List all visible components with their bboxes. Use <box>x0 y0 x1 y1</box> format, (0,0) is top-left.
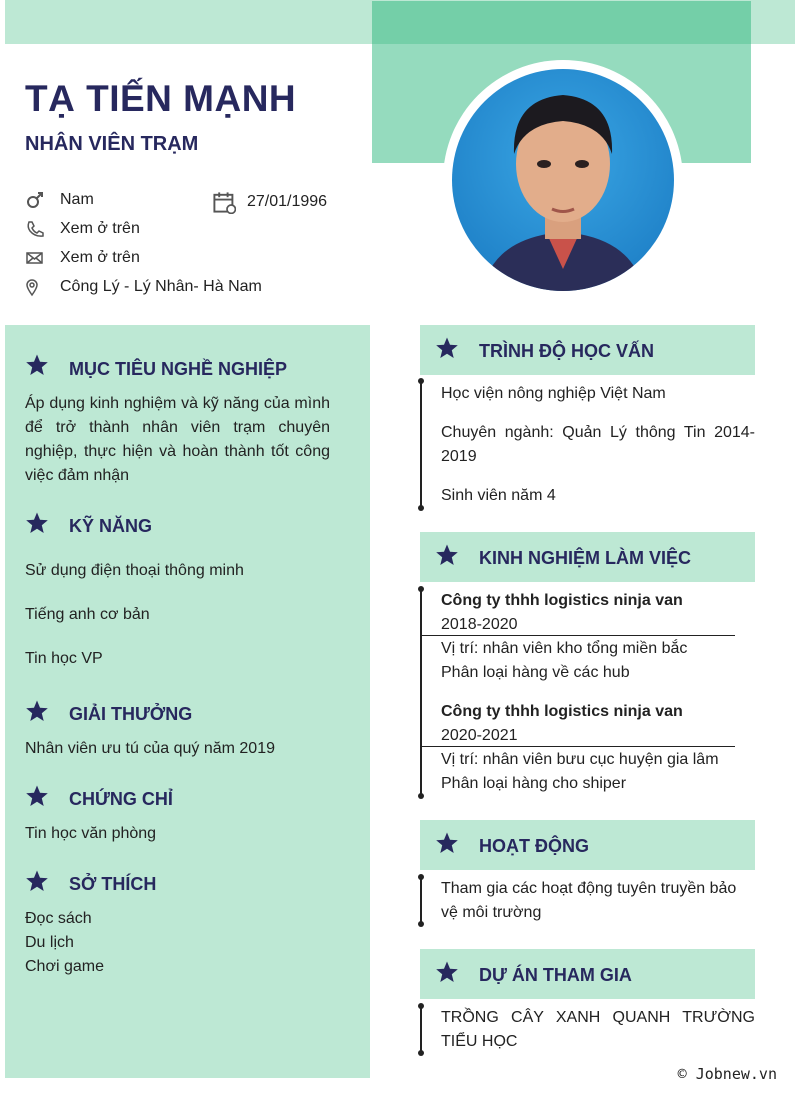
hobbies-title: SỞ THÍCH <box>69 874 157 894</box>
gender-icon <box>25 190 45 210</box>
timeline-dot <box>418 1003 424 1009</box>
timeline-line <box>420 877 422 924</box>
star-icon <box>435 831 459 855</box>
header-accent-overlap <box>372 1 751 44</box>
hobby-item: Chơi game <box>25 958 104 975</box>
job-desc: Phân loại hàng cho shiper <box>441 775 627 792</box>
objective-text: Áp dụng kinh nghiệm và kỹ năng của mình để trở thành nhân viên trạm chuyên nghiệp, thực hiện và hoàn thành tốt công việc đảm nhận <box>25 395 330 484</box>
star-icon <box>25 869 49 893</box>
info-birthday <box>212 190 327 214</box>
info-phone <box>25 219 140 239</box>
skill-item: Tin học VP <box>25 650 103 667</box>
hobby-item: Đọc sách <box>25 910 92 927</box>
certificates-text: Tin học văn phòng <box>25 825 157 842</box>
star-icon <box>435 543 459 567</box>
star-icon <box>435 336 459 360</box>
info-email <box>25 248 140 268</box>
skill-item: Sử dụng điện thoại thông minh <box>25 562 244 579</box>
phone-value: Xem ở trên <box>60 220 140 237</box>
email-value: Xem ở trên <box>60 249 140 266</box>
certificates-title: CHỨNG CHỈ <box>69 789 173 809</box>
gender-value: Nam <box>60 191 94 208</box>
calendar-icon <box>212 190 236 214</box>
projects-title: DỰ ÁN THAM GIA <box>479 965 632 985</box>
star-icon <box>25 353 49 377</box>
star-icon <box>435 960 459 984</box>
timeline-line <box>420 381 422 509</box>
copyright-text: © Jobnew.vn <box>677 1065 777 1083</box>
mail-icon <box>25 248 45 268</box>
job-divider <box>420 635 735 636</box>
job-desc: Phân loại hàng về các hub <box>441 664 630 681</box>
education-title: TRÌNH ĐỘ HỌC VẤN <box>479 341 654 361</box>
timeline-dot <box>418 793 424 799</box>
projects-text: TRỒNG CÂY XANH QUANH TRƯỜNG TIỂU HỌC <box>441 1009 755 1050</box>
timeline-line <box>420 1006 422 1053</box>
candidate-position: NHÂN VIÊN TRẠM <box>25 133 199 155</box>
awards-text: Nhân viên ưu tú của quý năm 2019 <box>25 740 275 757</box>
timeline-dot <box>418 378 424 384</box>
info-address <box>25 277 262 297</box>
job-period: 2020-2021 <box>441 727 518 744</box>
birthday-value: 27/01/1996 <box>247 193 328 210</box>
job-role: Vị trí: nhân viên bưu cục huyện gia lâm <box>441 751 719 768</box>
job-company: Công ty thhh logistics ninja van <box>441 703 683 720</box>
phone-icon <box>25 219 45 239</box>
skills-title: KỸ NĂNG <box>69 516 153 536</box>
activities-title: HOẠT ĐỘNG <box>479 836 589 856</box>
star-icon <box>25 784 49 808</box>
activities-text: Tham gia các hoạt động tuyên truyền bảo vệ môi trường <box>441 880 737 921</box>
avatar <box>452 69 674 291</box>
address-value: Công Lý - Lý Nhân- Hà Nam <box>60 278 262 295</box>
job-period: 2018-2020 <box>441 616 518 633</box>
job-divider <box>420 746 735 747</box>
education-school: Học viện nông nghiệp Việt Nam <box>441 385 666 402</box>
skill-item: Tiếng anh cơ bản <box>25 606 150 623</box>
job-role: Vị trí: nhân viên kho tổng miền bắc <box>441 640 688 657</box>
candidate-name: TẠ TIẾN MẠNH <box>25 78 297 119</box>
hobby-item: Du lịch <box>25 934 74 951</box>
experience-title: KINH NGHIỆM LÀM VIỆC <box>479 548 692 568</box>
timeline-dot <box>418 874 424 880</box>
timeline-line <box>420 589 422 797</box>
timeline-dot <box>418 586 424 592</box>
education-status: Sinh viên năm 4 <box>441 487 556 504</box>
location-icon <box>25 277 45 297</box>
info-gender <box>25 190 94 210</box>
education-major: Chuyên ngành: Quản Lý thông Tin 2014-2019 <box>441 424 755 465</box>
star-icon <box>25 699 49 723</box>
awards-title: GIẢI THƯỞNG <box>69 704 193 724</box>
timeline-dot <box>418 1050 424 1056</box>
timeline-dot <box>418 921 424 927</box>
objective-title: MỤC TIÊU NGHỀ NGHIỆP <box>69 359 288 379</box>
star-icon <box>25 511 49 535</box>
timeline-dot <box>418 505 424 511</box>
job-company: Công ty thhh logistics ninja van <box>441 592 683 609</box>
